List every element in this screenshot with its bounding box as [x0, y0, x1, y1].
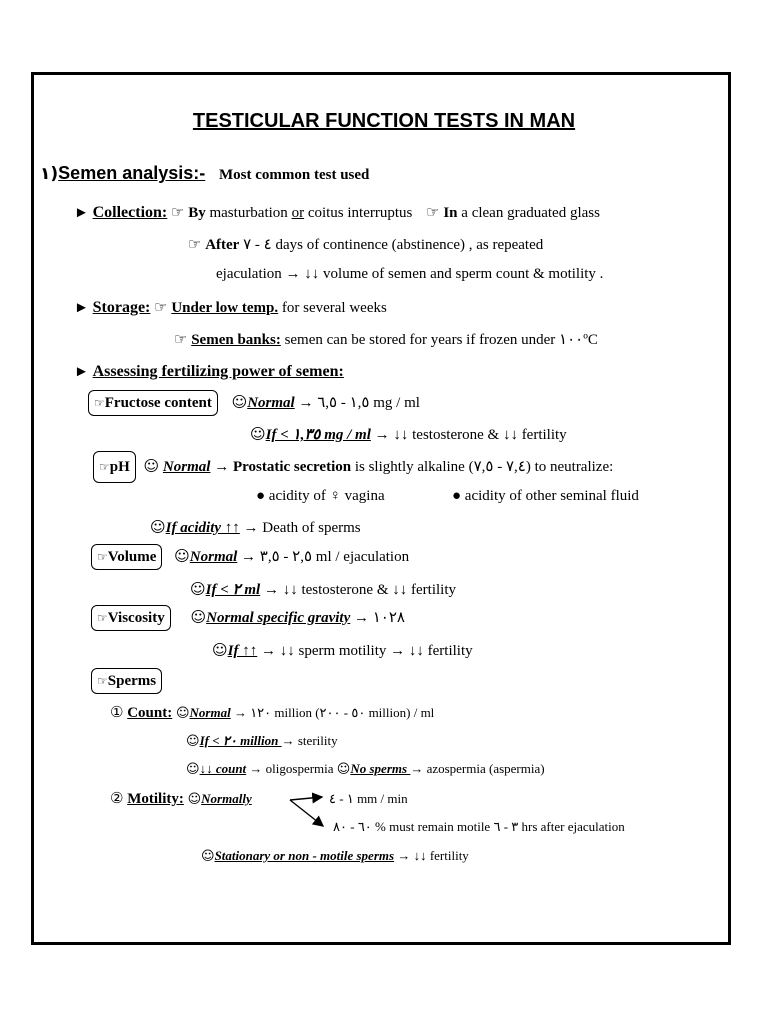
collection-after: After: [205, 237, 240, 253]
stationary: Stationary or non - motile sperms: [214, 848, 395, 863]
collection-by-text: masturbation: [205, 205, 292, 221]
fructose-if: If < ١,٣٥ mg / ml: [265, 427, 371, 443]
motility-value-1: ١ - ٤ mm / min: [329, 791, 408, 806]
no-sperms: No sperms: [350, 761, 411, 776]
volume-label: Volume: [107, 549, 157, 565]
stationary-text: → ↓↓ fertility: [394, 848, 469, 863]
smiley-icon: ☺: [190, 580, 206, 598]
stationary-line: [201, 846, 469, 867]
ph-arrow: →: [210, 459, 233, 475]
smiley-icon: ☺: [336, 762, 351, 777]
count-if20-text: → sterility: [281, 733, 338, 748]
collection-line-3: ejaculation → ↓↓ volume of semen and sperm count & motility .: [216, 266, 604, 282]
count-number: ①: [110, 703, 124, 721]
volume-if-text: → ↓↓ testosterone & ↓↓ fertility: [260, 582, 456, 598]
smiley-icon: ☺: [150, 518, 166, 536]
motility-number: ②: [110, 789, 124, 807]
smiley-icon: ☺: [175, 706, 190, 721]
volume-normal: Normal: [189, 549, 238, 565]
hand-pointer-icon: ☞: [174, 330, 188, 348]
storage-banks-text: semen can be stored for years if frozen under ١٠٠ºC: [280, 332, 598, 348]
volume-normal-text: → ٢,٥ - ٣,٥ ml / ejaculation: [237, 549, 410, 565]
hand-pointer-icon: ☞: [154, 298, 168, 316]
count-heading: Count:: [127, 705, 173, 721]
storage-under: Under low temp.: [171, 300, 279, 316]
collection-heading: Collection:: [92, 204, 168, 221]
smiley-icon: ☺: [231, 393, 248, 411]
section-note: Most common test used: [219, 167, 370, 183]
motility-heading: Motility:: [127, 791, 184, 807]
viscosity-if-text: → ↓↓ sperm motility → ↓↓ fertility: [257, 643, 473, 659]
hand-pointer-icon: ☞: [188, 235, 202, 253]
smiley-icon: ☺: [187, 792, 202, 807]
motility-value-2: ٦٠ - ٨٠ % must remain motile ٣ - ٦ hrs after ejaculation: [333, 819, 625, 834]
viscosity-normal-text: → ١٠٢٨: [350, 610, 405, 626]
ph-bullet-2: ● acidity of other seminal fluid: [452, 488, 639, 504]
smiley-icon: ☺: [201, 849, 215, 864]
arrow-icon: ►: [74, 205, 89, 221]
section-number: ١): [40, 164, 59, 184]
hand-pointer-icon: ☞: [97, 674, 108, 688]
arrow-icon: ►: [74, 364, 89, 380]
hand-pointer-icon: ☞: [97, 611, 108, 625]
viscosity-normal: Normal specific gravity: [206, 610, 351, 626]
volume-if: If < ٢ ml: [205, 582, 261, 598]
fructose-if-text: → ↓↓ testosterone & ↓↓ fertility: [370, 427, 567, 443]
motility-normally: Normally: [201, 791, 252, 806]
smiley-icon: ☺: [250, 425, 266, 443]
storage-banks: Semen banks:: [191, 332, 281, 348]
arrow-down-icon: [290, 800, 323, 826]
viscosity-if: If ↑↑: [227, 643, 258, 659]
arrow-icon: ►: [74, 300, 89, 316]
fructose-label: Fructose content: [104, 395, 212, 411]
count-low: ↓↓ count: [199, 761, 247, 776]
collection-in: In: [443, 205, 458, 221]
count-if20: If < ٢٠ million: [199, 733, 282, 748]
ph-prostatic: Prostatic secretion: [232, 459, 352, 475]
collection-by: By: [188, 205, 206, 221]
smiley-icon: ☺: [186, 734, 200, 749]
ph-text: is slightly alkaline (٧,٤ - ٧,٥) to neutralize:: [351, 459, 614, 475]
collection-or: or: [291, 205, 305, 221]
hand-pointer-icon: ☞: [97, 550, 108, 564]
page-title: TESTICULAR FUNCTION TESTS IN MAN: [192, 110, 576, 132]
arrow-up-icon: [290, 797, 322, 800]
fructose-normal-text: → ١,٥ - ٦,٥ mg / ml: [294, 395, 420, 411]
smiley-icon: ☺: [174, 547, 190, 565]
ph-bullet-1: ● acidity of ♀ vagina: [256, 488, 385, 504]
collection-in-text: a clean graduated glass: [457, 205, 600, 221]
collection-by-text-2: coitus interruptus: [304, 205, 413, 221]
hand-pointer-icon: ☞: [426, 203, 440, 221]
smiley-icon: ☺: [212, 641, 228, 659]
count-low-text: → oligospermia: [246, 761, 337, 776]
ph-acidity: If acidity ↑↑: [165, 520, 240, 536]
fructose-normal: Normal: [247, 395, 295, 411]
ph-normal: Normal: [162, 459, 211, 475]
assessing-heading: Assessing fertilizing power of semen:: [92, 363, 344, 380]
hand-pointer-icon: ☞: [171, 203, 185, 221]
ph-label: pH: [109, 459, 130, 475]
hand-pointer-icon: ☞: [99, 460, 110, 474]
collection-after-text: ٤ - ٧ days of continence (abstinence) , as repeated: [239, 237, 544, 253]
ph-acidity-text: → Death of sperms: [239, 520, 361, 536]
storage-heading: Storage:: [92, 299, 151, 316]
count-normal: Normal: [189, 705, 231, 720]
hand-pointer-icon: ☞: [94, 396, 105, 410]
storage-under-text: for several weeks: [278, 300, 387, 316]
smiley-icon: ☺: [190, 608, 207, 626]
viscosity-label: Viscosity: [107, 610, 165, 626]
count-normal-text: → ١٢٠ million (٥٠ - ٢٠٠ million) / ml: [230, 705, 435, 720]
section-title: Semen analysis:-: [58, 163, 206, 183]
sperms-label: Sperms: [107, 673, 157, 689]
smiley-icon: ☺: [186, 762, 200, 777]
smiley-icon: ☺: [143, 457, 160, 475]
no-sperms-text: → azospermia (aspermia): [410, 761, 545, 776]
